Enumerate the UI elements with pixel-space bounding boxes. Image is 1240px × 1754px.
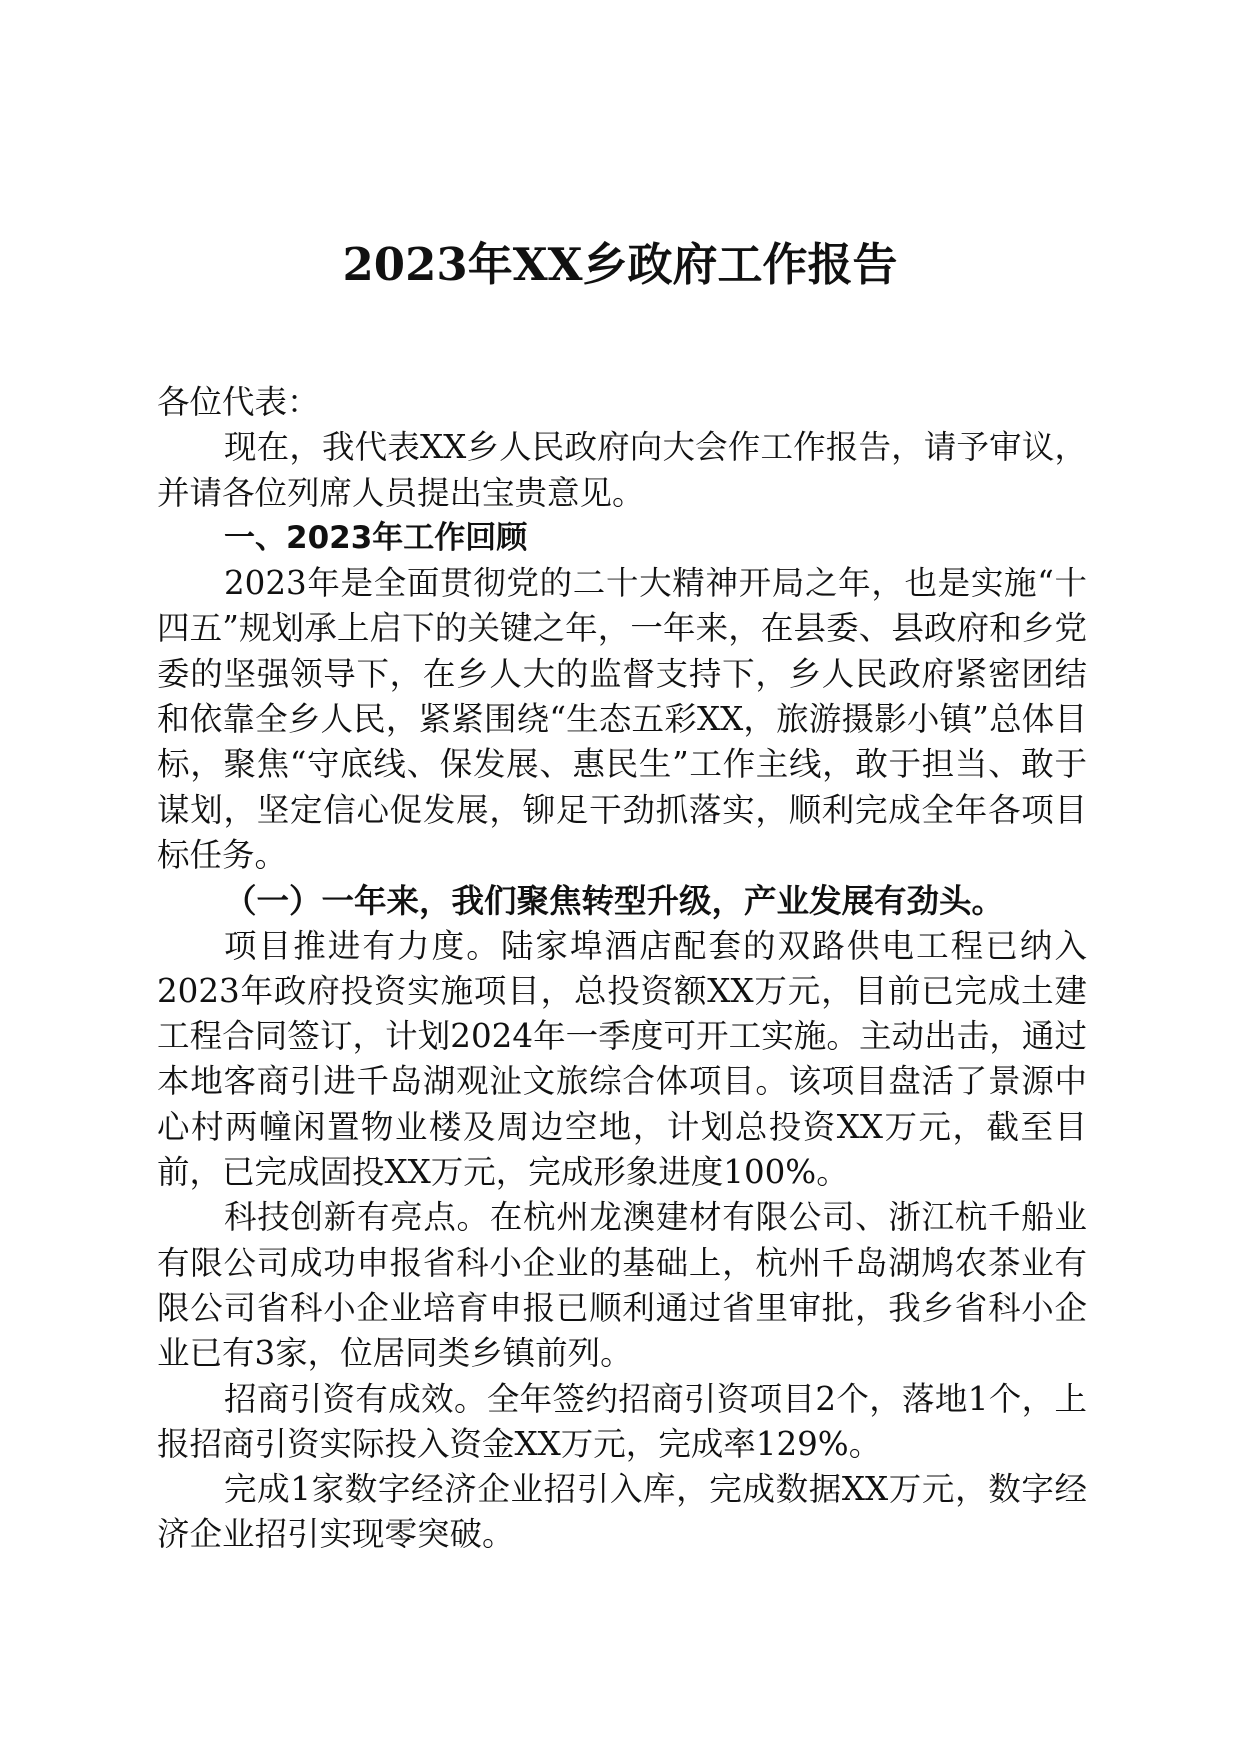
- salutation: 各位代表：: [157, 383, 320, 421]
- digital-economy-paragraph: 完成1家数字经济企业招引入库，完成数据XX万元，数字经济企业招引实现零突破。: [157, 1470, 1087, 1554]
- section-heading-review: 一、2023年工作回顾: [224, 519, 528, 556]
- document-body: [157, 380, 1087, 1558]
- innovation-paragraph: 科技创新有亮点。在杭州龙澳建材有限公司、浙江杭千船业有限公司成功申报省科小企业的基础上，杭州千岛湖鸠农茶业有限公司省科小企业培育申报已顺利通过省里审批，我乡省科小企业已有3家，位居同类乡镇前列。: [157, 1198, 1087, 1373]
- investment-paragraph: 招商引资有成效。全年签约招商引资项目2个，落地1个，上报招商引资实际投入资金XX万元，完成率129%。: [157, 1379, 1087, 1463]
- intro-paragraph: 现在，我代表XX乡人民政府向大会作工作报告，请予审议，并请各位列席人员提出宝贵意见。: [157, 428, 1087, 512]
- project-paragraph: 项目推进有力度。陆家埠酒店配套的双路供电工程已纳入2023年政府投资实施项目，总投资额XX万元，目前已完成土建工程合同签订，计划2024年一季度可开工实施。主动出击，通过本地客商引进千岛湖观沚文旅综合体项目。该项目盘活了景源中心村两幢闲置物业楼及周边空地，计划总投资XX万元，截至目前，已完成固投XX万元，完成形象进度100%。: [157, 926, 1087, 1192]
- subsection-heading-industry: （一）一年来，我们聚焦转型升级，产业发展有劲头。: [224, 881, 1005, 921]
- document-title: 2023年XX乡政府工作报告: [342, 238, 898, 291]
- overview-paragraph: 2023年是全面贯彻党的二十大精神开局之年，也是实施“十四五”规划承上启下的关键之年，一年来，在县委、县政府和乡党委的坚强领导下，在乡人大的监督支持下，乡人民政府紧密团结和依靠全乡人民，紧紧围绕“生态五彩XX，旅游摄影小镇”总体目标，聚焦“守底线、保发展、惠民生”工作主线，敢于担当、敢于谋划，坚定信心促发展，铆足干劲抓落实，顺利完成全年各项目标任务。: [157, 564, 1087, 874]
